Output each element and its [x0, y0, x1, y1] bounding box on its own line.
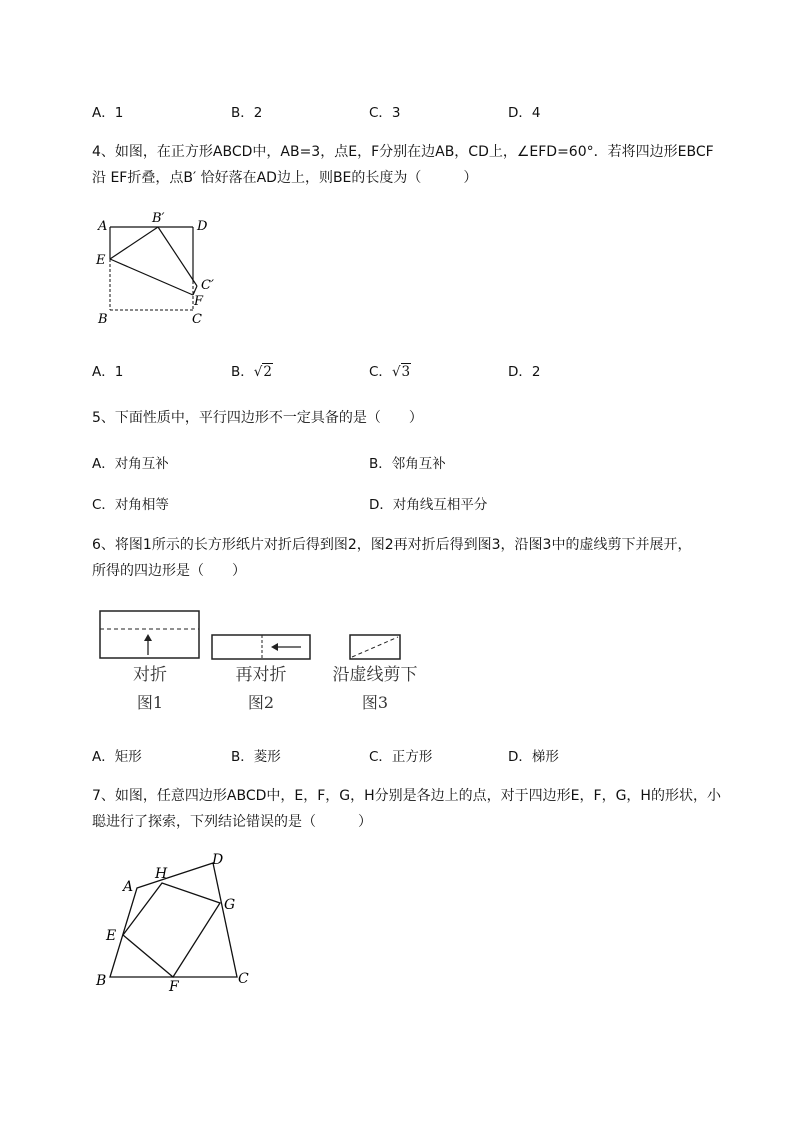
q4-label-d: D	[197, 219, 208, 234]
q6-fig1-caption: 对折	[133, 665, 167, 685]
q4-option-c[interactable]	[369, 360, 411, 380]
q4-figure	[90, 205, 230, 330]
q4-label-c-prime: C′	[201, 278, 214, 293]
q4-stem-line1: 4、如图，在正方形ABCD中，AB=3，点E，F分别在边AB，CD上，∠EFD=60°．若将四边形EBCF	[92, 144, 714, 160]
q3-option-a[interactable]: A．1	[92, 105, 124, 121]
sqrt-symbol: √	[391, 364, 401, 380]
q7-label-a: A	[123, 879, 134, 895]
q7-label-c: C	[238, 971, 249, 987]
q7-label-g: G	[224, 897, 236, 913]
q7-figure	[90, 845, 260, 995]
q5-option-c[interactable]: C．对角相等	[92, 497, 169, 513]
sqrt-symbol: √	[253, 364, 263, 380]
q6-fig1-name: 图1	[136, 693, 164, 712]
q3-option-d[interactable]: D．4	[508, 105, 541, 121]
q7-stem-line2: 聪进行了探索，下列结论错误的是（ ）	[92, 814, 372, 830]
radicand-3: 3	[401, 364, 411, 380]
q5-option-d[interactable]: D．对角线互相平分	[369, 497, 488, 513]
q7-label-f: F	[169, 979, 179, 995]
q4-stem	[92, 139, 752, 191]
q6-fig3-name: 图3	[361, 693, 389, 712]
q4-label-a: A	[98, 219, 108, 234]
radicand-2: 2	[263, 364, 272, 380]
q5-option-a[interactable]: A．对角互补	[92, 456, 169, 472]
q6-fig3-caption: 沿虚线剪下	[332, 665, 418, 685]
q4-option-c-label: C．	[369, 364, 392, 380]
q6-option-a[interactable]: A．矩形	[92, 749, 142, 765]
q4-label-b-prime: B′	[152, 211, 165, 226]
q7-label-b: B	[96, 973, 107, 989]
q6-option-d[interactable]: D．梯形	[508, 749, 559, 765]
q3-option-c[interactable]: C．3	[369, 105, 401, 121]
q4-option-b[interactable]	[231, 360, 273, 380]
q4-label-e: E	[96, 253, 106, 268]
q4-option-b-label: B．	[231, 364, 254, 380]
q4-option-a[interactable]: A．1	[92, 364, 124, 380]
q4-stem-line2: 沿 EF折叠，点B′ 恰好落在AD边上，则BE的长度为（ ）	[92, 170, 478, 186]
q4-label-f: F	[194, 294, 204, 309]
q6-stem-line2: 所得的四边形是（ ）	[92, 563, 246, 579]
q6-option-b[interactable]: B．菱形	[231, 749, 281, 765]
q7-label-d: D	[212, 852, 224, 868]
sqrt-3	[392, 364, 411, 380]
q5-stem: 5、下面性质中，平行四边形不一定具备的是（ ）	[92, 410, 423, 426]
q6-stem-line1: 6、将图1所示的长方形纸片对折后得到图2，图2再对折后得到图3，沿图3中的虚线剪下并展开，	[92, 537, 692, 553]
q6-fig2-caption: 再对折	[235, 665, 287, 685]
q3-option-b[interactable]: B．2	[231, 105, 263, 121]
q6-option-c[interactable]: C．正方形	[369, 749, 433, 765]
q4-label-b: B	[98, 312, 108, 327]
q7-stem-line1: 7、如图，任意四边形ABCD中，E，F，G，H分别是各边上的点，对于四边形E，F，G，H的形状，小	[92, 788, 721, 804]
q6-figure	[96, 605, 436, 720]
sqrt-2	[254, 364, 273, 380]
q4-option-d[interactable]: D．2	[508, 364, 541, 380]
q5-option-b[interactable]: B．邻角互补	[369, 456, 446, 472]
q7-label-e: E	[106, 928, 117, 944]
q6-stem	[92, 532, 752, 584]
q7-stem	[92, 783, 752, 835]
q6-fig2-name: 图2	[247, 693, 275, 712]
q7-label-h: H	[155, 866, 168, 882]
q4-label-c: C	[192, 312, 202, 327]
